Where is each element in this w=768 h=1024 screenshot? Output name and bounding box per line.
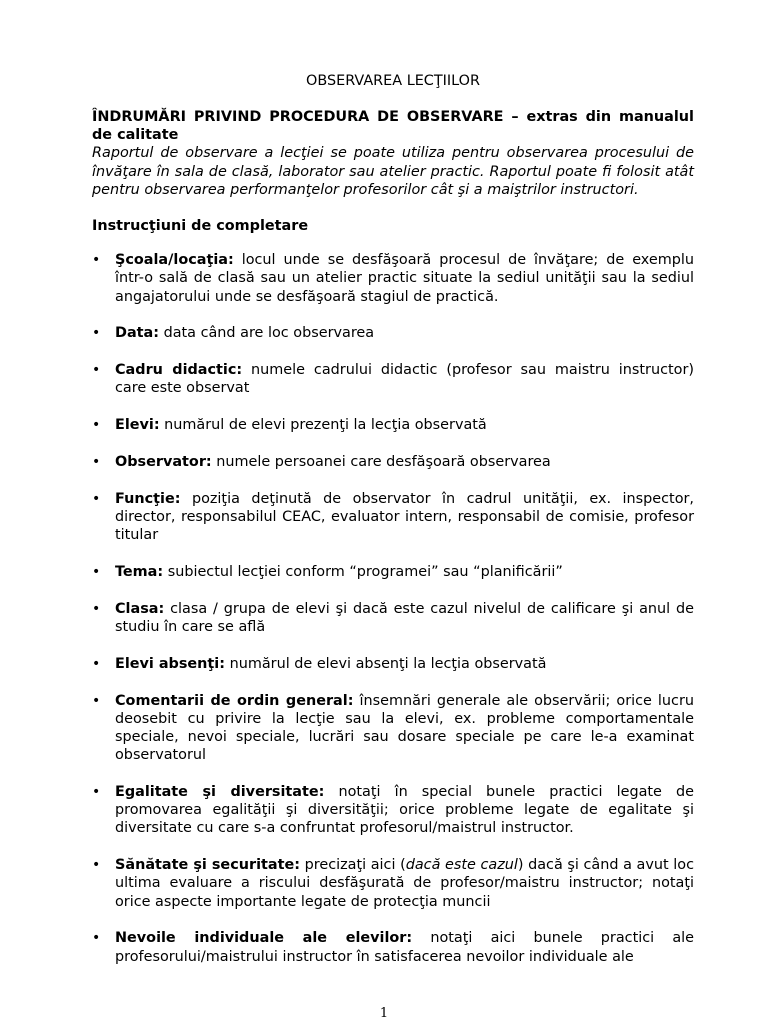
item-term: Observator: <box>115 454 212 471</box>
item-description: subiectul lecţiei conform “programei” sau “planificării” <box>163 564 563 581</box>
bullet-icon: • <box>92 692 101 709</box>
instructions-list <box>92 251 694 966</box>
list-item-nevoi-individuale <box>92 929 694 965</box>
bullet-icon: • <box>92 600 101 617</box>
item-term: Elevi: <box>115 417 160 434</box>
page-number: 1 <box>379 1006 389 1021</box>
item-term: Nevoile individuale ale elevilor: <box>115 930 413 947</box>
list-item-clasa <box>92 600 694 636</box>
bullet-icon: • <box>92 930 101 947</box>
item-description: numărul de elevi absenţi la lecţia observată <box>225 655 547 672</box>
list-item-elevi <box>92 416 694 434</box>
item-term: Cadru didactic: <box>115 362 243 379</box>
bullet-icon: • <box>92 490 101 507</box>
item-description: însemnări generale ale observării; orice lucru deosebit cu privire la lecţie sau la elevi, ex. probleme comportamentale speciale, nevoi speciale, lucrări sau dosare speciale pe care le-a examinat observatorul <box>115 692 694 764</box>
item-description: precizaţi aici ( <box>299 857 406 874</box>
item-description: locul unde se desfăşoară procesul de învăţare; de exemplu într-o sală de clasă sau un atelier practic situate la sediul unităţii sau la sediul angajatorului unde se desfăşoară stagiul de practică. <box>115 252 694 305</box>
item-term: Sănătate şi securitate: <box>115 857 300 874</box>
bullet-icon: • <box>92 655 101 672</box>
item-term: Elevi absenţi: <box>115 655 225 672</box>
list-item-comentarii <box>92 692 694 765</box>
document-title: OBSERVAREA LECŢIILOR <box>306 73 480 89</box>
item-term: Clasa: <box>115 600 165 617</box>
list-item-functie <box>92 490 694 545</box>
bullet-icon: • <box>92 454 101 471</box>
item-term: Comentarii de ordin general: <box>115 692 354 709</box>
bullet-icon: • <box>92 857 101 874</box>
item-description-cont: ) dacă şi când a avut loc ultima evaluare a riscului desfăşurată de profesor/maistru instructor; notaţi orice aspecte importante legate de protecţia muncii <box>115 857 694 910</box>
item-description: numărul de elevi prezenţi la lecţia observată <box>159 417 487 434</box>
list-item-scoala <box>92 251 694 306</box>
document-page <box>92 72 694 984</box>
item-term: Data: <box>115 325 160 342</box>
bullet-icon: • <box>92 325 101 342</box>
bullet-icon: • <box>92 362 101 379</box>
list-item-egalitate <box>92 783 694 838</box>
section-heading: ÎNDRUMĂRI PRIVIND PROCEDURA DE OBSERVARE – extras din manualul de calitate <box>92 109 694 144</box>
item-description: notaţi în special bunele practici legate de promovarea egalităţii şi diversităţii; orice probleme legate de egalitate şi diversitate cu care s-a confruntat profesorul/maistrul instructor. <box>115 784 694 837</box>
list-item-data <box>92 324 694 342</box>
item-description: numele cadrului didactic (profesor sau maistru instructor) care este observat <box>115 362 694 397</box>
item-description: clasa / grupa de elevi şi dacă este cazul nivelul de calificare şi anul de studiu în care se află <box>115 600 694 636</box>
item-description: numele persoanei care desfăşoară observarea <box>211 454 551 471</box>
item-description: data când are loc observarea <box>159 325 375 342</box>
item-description-italic: dacă este cazul <box>405 857 518 874</box>
item-description: notaţi aici bunele practici ale profesorului/maistrului instructor în satisfacerea nevoilor individuale ale <box>115 930 694 965</box>
bullet-icon: • <box>92 252 101 269</box>
list-item-sanatate <box>92 856 694 911</box>
bullet-icon: • <box>92 564 101 581</box>
item-term: Tema: <box>115 564 164 581</box>
list-item-cadru-didactic <box>92 361 694 397</box>
instructions-heading: Instrucţiuni de completare <box>92 218 309 235</box>
intro-paragraph: Raportul de observare a lecţiei se poate utiliza pentru observarea procesului de învăţare în sala de clasă, laborator sau atelier practic. Raportul poate fi folosit atât pentru observarea performanţelor profesorilor cât şi a maiştrilor instructori. <box>92 145 694 198</box>
item-term: Şcoala/locaţia: <box>115 252 234 269</box>
list-item-tema <box>92 563 694 581</box>
bullet-icon: • <box>92 417 101 434</box>
list-item-observator <box>92 453 694 471</box>
list-item-elevi-absenti <box>92 655 694 673</box>
item-description: poziţia deţinută de observator în cadrul unităţii, ex. inspector, director, responsabilul CEAC, evaluator intern, responsabil de comisie, profesor titular <box>115 490 694 544</box>
item-term: Funcţie: <box>115 490 181 507</box>
item-term: Egalitate şi diversitate: <box>115 784 325 801</box>
bullet-icon: • <box>92 784 101 801</box>
